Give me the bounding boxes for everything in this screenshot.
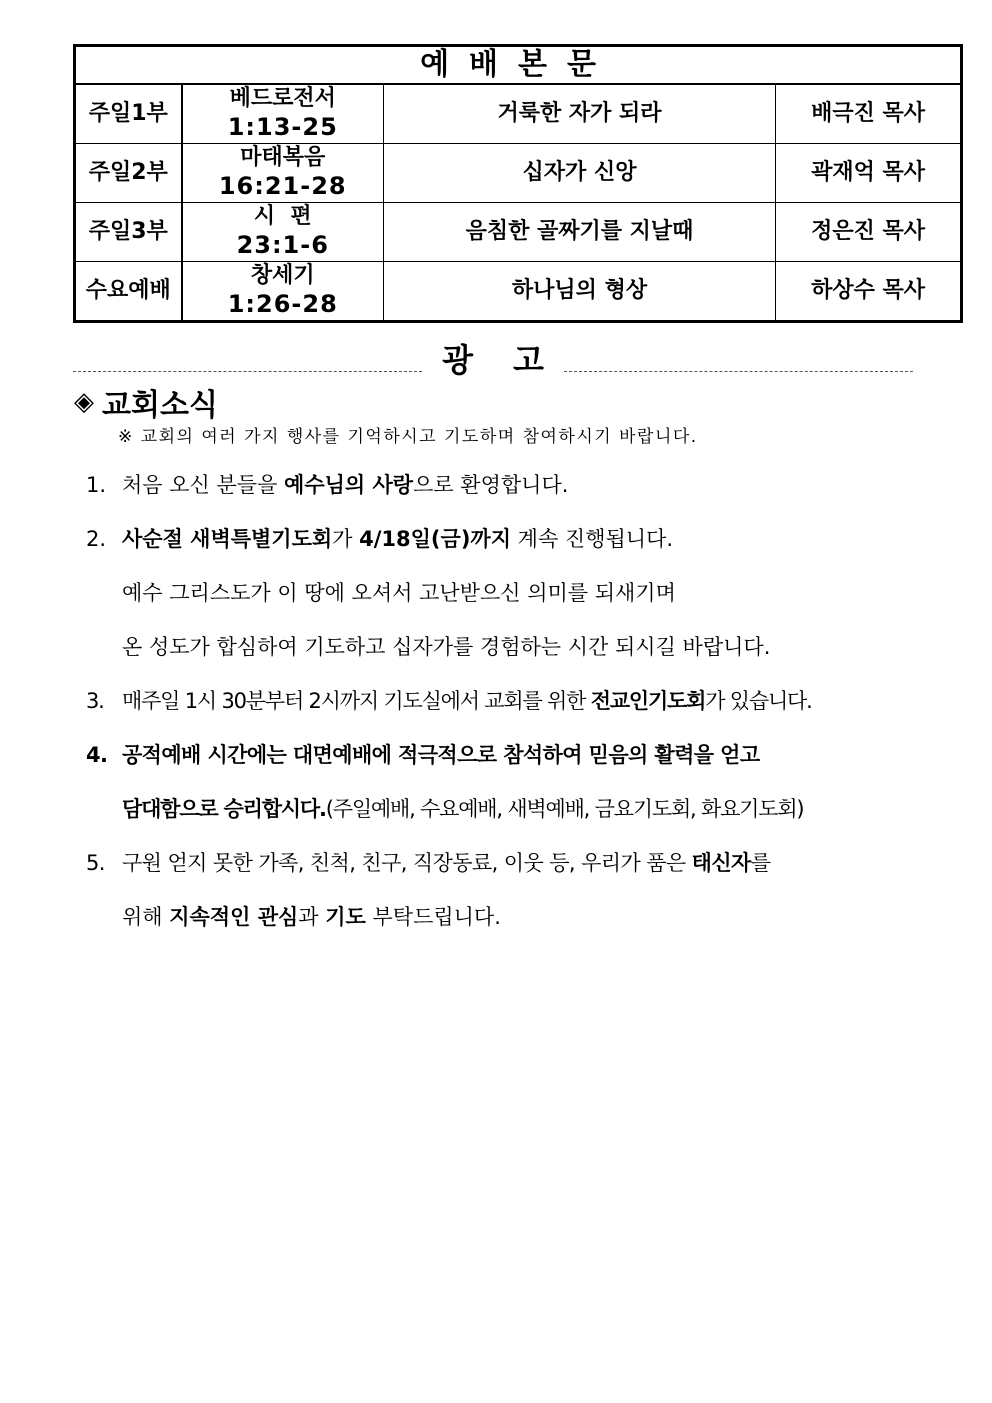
service-name: 수요예배: [75, 262, 182, 322]
item-emphasis: 지속적인 관심: [169, 905, 299, 929]
scripture-ref: 16:21-28: [218, 171, 347, 200]
list-item-continuation: 온 성도가 합심하여 기도하고 십자가를 경험하는 시간 되시길 바랍니다.: [122, 635, 771, 659]
diamond-icon: ◈: [74, 387, 94, 417]
item-number: 3.: [86, 689, 104, 713]
service-name: 주일1부: [75, 84, 182, 144]
item-emphasis: 전교인기도회: [590, 689, 706, 713]
item-text: 매주일 1시 30분부터 2시까지 기도실에서 교회를 위한: [122, 689, 591, 713]
item-text: 으로 환영합니다.: [413, 473, 569, 497]
item-text: 구원 얻지 못한 가족, 친척, 친구, 직장동료, 이웃 등, 우리가 품은: [122, 851, 692, 875]
section-note: ※ 교회의 여러 가지 행사를 기억하시고 기도하며 참여하시기 바랍니다.: [118, 427, 698, 447]
list-item: [86, 728, 866, 782]
item-emphasis: 공적예배 시간에는 대면예배에 적극적으로 참석하여 믿음의 활력을 얻고: [122, 743, 760, 767]
service-name: 주일2부: [75, 144, 182, 203]
item-text: 계속 진행됩니다.: [511, 527, 674, 551]
scripture-ref: 1:26-28: [227, 289, 338, 318]
item-text: 가: [332, 527, 360, 551]
table-row: [75, 203, 962, 262]
scripture-cell: [182, 262, 384, 322]
list-item: [86, 458, 866, 512]
list-item-continuation: [86, 890, 866, 944]
pastor-name: 하상수 목사: [776, 262, 962, 322]
pastor-name: 곽재억 목사: [776, 144, 962, 203]
table-row: [75, 84, 962, 144]
scripture-book: 창세기: [250, 263, 315, 289]
item-emphasis: 사순절 새벽특별기도회: [122, 527, 333, 551]
list-item: [86, 836, 866, 890]
item-emphasis: 태신자: [691, 851, 751, 875]
item-text: 위해: [122, 905, 170, 929]
item-emphasis: 예수님의 사랑: [284, 473, 414, 497]
scripture-book: 시 편: [253, 204, 312, 230]
table-row: [75, 144, 962, 203]
sermon-title: 십자가 신앙: [384, 144, 776, 203]
item-emphasis: 기도: [325, 905, 366, 929]
worship-text-table: [73, 44, 963, 323]
item-emphasis: 담대함으로 승리합시다.: [122, 797, 326, 821]
pastor-name: 정은진 목사: [776, 203, 962, 262]
ad-section-header: [73, 338, 913, 378]
pastor-name: 배극진 목사: [776, 84, 962, 144]
scripture-cell: [182, 203, 384, 262]
church-news-heading: [74, 380, 218, 424]
item-text: 처음 오신 분들을: [122, 473, 285, 497]
service-name: 주일3부: [75, 203, 182, 262]
scripture-book: 마태복음: [240, 145, 326, 171]
list-item-continuation: 예수 그리스도가 이 땅에 오셔서 고난받으신 의미를 되새기며: [122, 581, 676, 605]
sermon-title: 음침한 골짜기를 지날때: [384, 203, 776, 262]
divider: [564, 371, 913, 372]
item-number: 5.: [86, 851, 105, 875]
scripture-cell: [182, 144, 384, 203]
table-title: 예배본문: [75, 46, 962, 85]
scripture-cell: [182, 84, 384, 144]
sermon-title: 하나님의 형상: [384, 262, 776, 322]
item-text: 과: [298, 905, 326, 929]
item-text: 를: [750, 851, 771, 875]
list-item: [86, 512, 866, 566]
scripture-ref: 1:13-25: [227, 112, 338, 141]
item-number: 1.: [86, 473, 107, 497]
item-text: 부탁드립니다.: [365, 905, 501, 929]
table-row: [75, 262, 962, 322]
section-title: 교회소식: [102, 388, 218, 423]
scripture-book: 베드로전서: [229, 86, 336, 112]
news-list: [86, 458, 866, 944]
item-emphasis: 4/18일(금)까지: [359, 527, 511, 551]
list-item: [86, 674, 866, 728]
sermon-title: 거룩한 자가 되라: [384, 84, 776, 144]
item-number: 4.: [86, 743, 108, 767]
scripture-ref: 23:1-6: [236, 230, 329, 259]
ad-title: 광고: [442, 341, 584, 379]
item-text: (주일예배, 수요예배, 새벽예배, 금요기도회, 화요기도회): [325, 797, 804, 821]
list-item-continuation: [86, 782, 866, 836]
item-number: 2.: [86, 527, 107, 551]
table-title-row: [75, 46, 962, 85]
item-text: 가 있습니다.: [705, 689, 812, 713]
divider: [73, 371, 422, 372]
